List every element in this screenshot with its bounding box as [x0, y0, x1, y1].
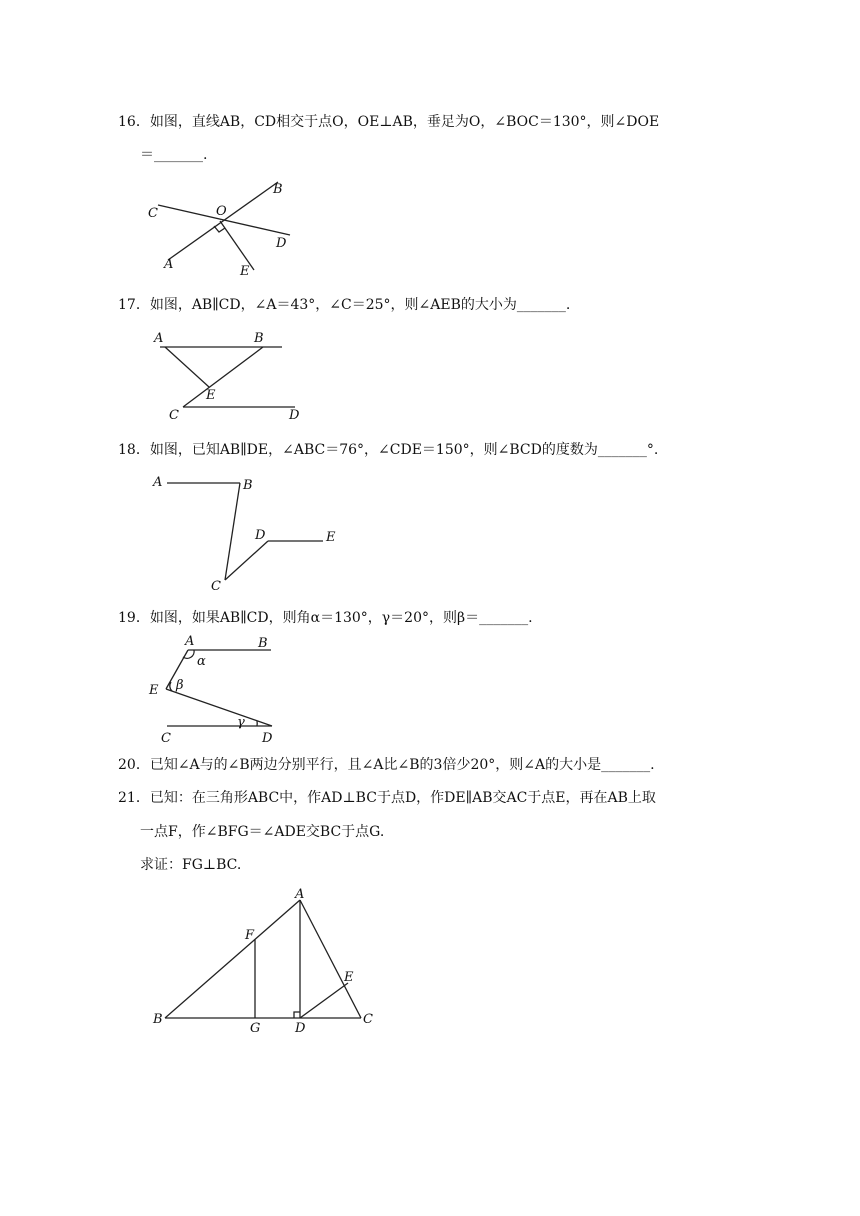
- label-c: C: [161, 731, 171, 745]
- label-b: B: [273, 182, 283, 197]
- problem-19-text: 19．如图，如果AB∥CD，则角α＝130°，γ＝20°，则β＝_______.: [118, 610, 533, 626]
- label-d: D: [276, 236, 287, 251]
- problem-21-text: 21．已知：在三角形ABC中，作AD⊥BC于点D，作DE∥AB交AC于点E，再在AB上取: [118, 790, 656, 806]
- figure-16: [140, 175, 340, 280]
- segment-de: [300, 983, 348, 1018]
- segment-ed: [166, 689, 272, 726]
- problem-18-text: 18．如图，已知AB∥DE，∠ABC＝76°，∠CDE＝150°，则∠BCD的度数为_______°.: [118, 442, 659, 458]
- problem-16-answer-line: ＝_______.: [140, 147, 208, 163]
- label-a: A: [164, 257, 174, 272]
- segment-ae: [165, 347, 209, 387]
- problem-16-text: 16．如图，直线AB，CD相交于点O，OE⊥AB，垂足为O，∠BOC＝130°，则∠DOE: [118, 114, 660, 130]
- problem-20-text: 20．已知∠A与的∠B两边分别平行，且∠A比∠B的3倍少20°，则∠A的大小是_______.: [118, 757, 655, 773]
- label-a: A: [185, 634, 195, 649]
- label-c: C: [211, 579, 221, 594]
- label-e: E: [240, 264, 250, 279]
- label-c: C: [363, 1012, 373, 1027]
- segment-bc: [225, 483, 240, 580]
- figure-17: [145, 325, 320, 425]
- label-e: E: [149, 683, 159, 698]
- label-f: F: [245, 928, 255, 943]
- label-b: B: [153, 1012, 163, 1027]
- label-alpha: α: [197, 654, 206, 669]
- label-b: B: [254, 331, 264, 346]
- label-e: E: [344, 970, 354, 985]
- segment-cd: [225, 541, 268, 580]
- segment-ac: [300, 900, 361, 1018]
- right-angle-mark: [294, 1012, 300, 1018]
- label-c: C: [169, 408, 179, 423]
- label-b: B: [243, 478, 253, 493]
- segment-ab: [165, 900, 300, 1018]
- label-g: G: [250, 1021, 261, 1035]
- label-a: A: [295, 887, 305, 902]
- label-d: D: [262, 731, 273, 745]
- problem-21-prove: 求证：FG⊥BC.: [140, 857, 242, 873]
- problem-17-text: 17．如图，AB∥CD，∠A＝43°，∠C＝25°，则∠AEB的大小为_______.: [118, 297, 571, 313]
- problem-21-text-2: 一点F，作∠BFG＝∠ADE交BC于点G.: [140, 824, 385, 840]
- label-a: A: [153, 475, 163, 490]
- figure-18: [145, 468, 350, 596]
- label-a: A: [154, 331, 164, 346]
- label-d: D: [289, 408, 300, 423]
- label-b: B: [258, 636, 268, 651]
- label-c: C: [148, 206, 158, 221]
- label-d: D: [295, 1021, 306, 1035]
- arc-beta: [170, 682, 172, 691]
- line-ab: [168, 182, 278, 260]
- segment-be-c: [183, 347, 263, 407]
- label-o: O: [216, 204, 227, 219]
- label-beta: β: [176, 678, 184, 693]
- label-e: E: [326, 530, 336, 545]
- label-e: E: [206, 388, 216, 403]
- label-d: D: [255, 528, 266, 543]
- label-gamma: γ: [237, 715, 245, 730]
- figure-19: [145, 633, 290, 745]
- figure-21: [145, 885, 385, 1035]
